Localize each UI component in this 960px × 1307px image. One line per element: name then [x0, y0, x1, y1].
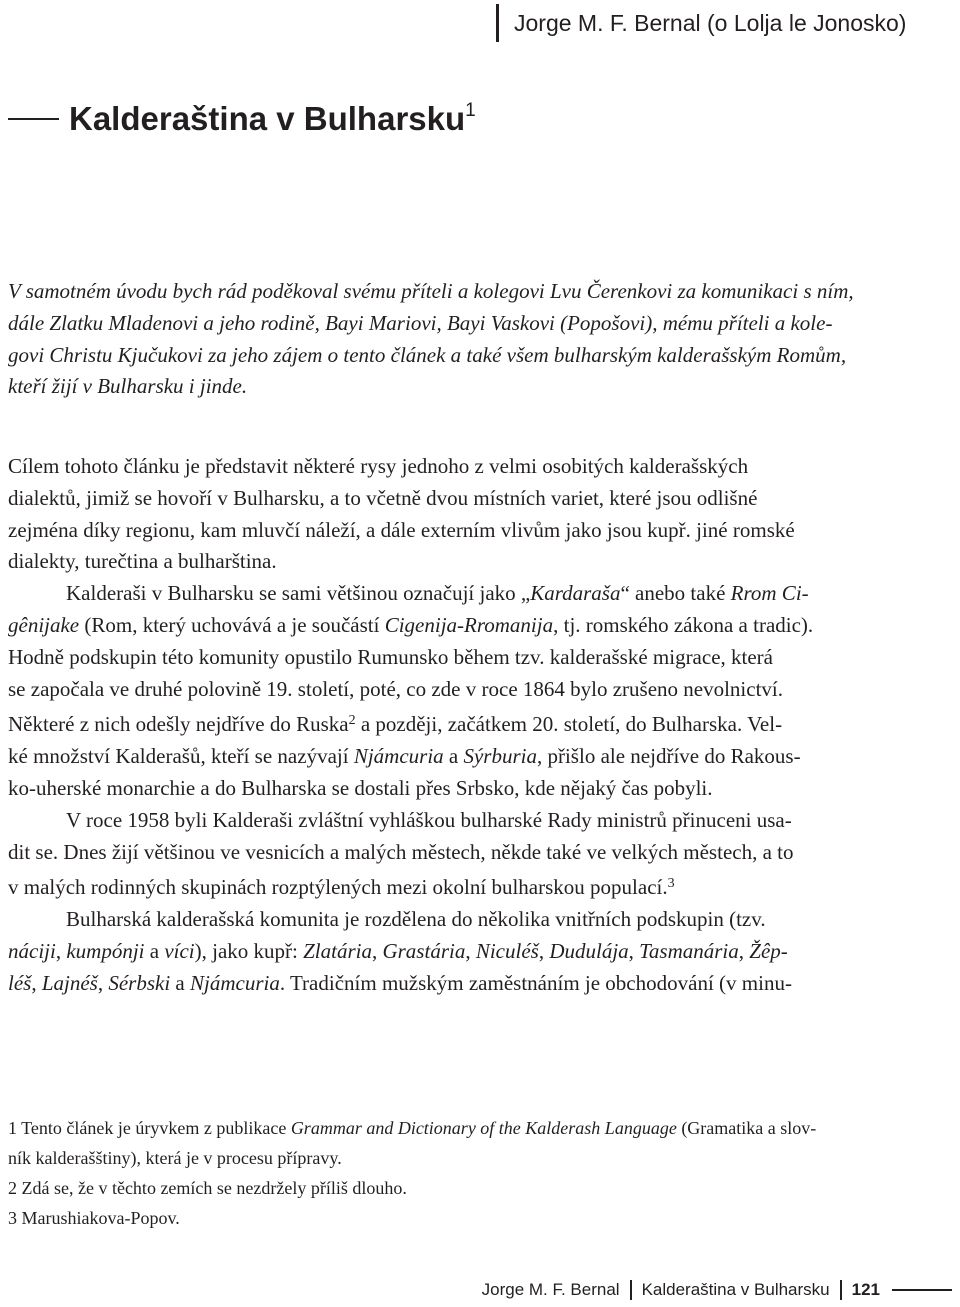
- body-line: Hodně podskupin této komunity opustilo Rumunsko během tzv. kalderašské migrace, která: [8, 644, 773, 669]
- title-footnote-ref: 1: [465, 100, 476, 121]
- footnote-1: 1 Tento článek je úryvkem z publikace Grammar and Dictionary of the Kalderash Language (Gramatika a slov-: [8, 1118, 817, 1138]
- acknowledgement: [8, 276, 956, 403]
- footnote-1-cont: ník kalderašštiny), která je v procesu přípravy.: [8, 1148, 342, 1168]
- page-number: 121: [851, 1280, 880, 1299]
- body-line: Cílem tohoto článku je představit některé rysy jednoho z velmi osobitých kalderašských: [8, 454, 749, 478]
- ack-line: dále Zlatku Mladenovi a jeho rodině, Bayi Mariovi, Bayi Vaskovi (Popošovi), mému příteli a kole-: [8, 310, 833, 335]
- body-line: ké množství Kalderašů, kteří se nazývají Njámcuria a Sýrburia, přišlo ale nejdříve do Rakous-: [8, 744, 801, 769]
- body-line: ko-uherské monarchie a do Bulharska se dostali přes Srbsko, kde nějaký čas pobyli.: [8, 775, 713, 800]
- ack-line: V samotném úvodu bych rád poděkoval svému příteli a kolegovi Lvu Čerenkovi za komunikaci s ním,: [8, 279, 854, 303]
- body-line: dialekty, turečtina a bulharština.: [8, 549, 277, 574]
- body-line: gênijake (Rom, který uchovává a je součástí Cigenija-Rromanija, tj. romského zákona a tradic).: [8, 612, 814, 637]
- body-line: náciji, kumpónji a víci), jako kupř: Zlatária, Grastária, Niculéš, Dudulája, Tasmanária, Žêp-: [8, 938, 788, 963]
- ack-line: govi Christu Kjučukovi za jeho zájem o tento článek a také všem bulharským kalderašským Romům,: [8, 342, 847, 367]
- body-line: v malých rodinných skupinách rozptýlených mezi okolní bulharskou populací.$^3$: [8, 875, 675, 900]
- ack-line: kteří žijí v Bulharsku i jinde.: [8, 374, 248, 399]
- footer-author: Jorge M. F. Bernal: [481, 1280, 620, 1299]
- footnote-2: 2 Zdá se, že v těchto zemích se nezdržely příliš dlouho.: [8, 1178, 407, 1198]
- body-line: léš, Lajnéš, Sérbski a Njámcuria. Tradičním mužským zaměstnáním je obchodování (v minu-: [8, 970, 792, 995]
- page-footer: [482, 1280, 952, 1300]
- running-head: Jorge M. F. Bernal (o Lolja le Jonosko): [496, 4, 906, 42]
- title-label: Kalderaština v Bulharsku: [69, 100, 466, 137]
- footer-separator: [630, 1280, 632, 1300]
- body-line: dit se. Dnes žijí většinou ve vesnicích a malých městech, někde také ve velkých městech, a to: [8, 839, 794, 864]
- article-title: [8, 100, 476, 138]
- footnotes: [8, 1113, 956, 1233]
- body-line: Bulharská kalderašská komunita je rozdělena do několika vnitřních podskupin (tzv.: [66, 907, 766, 932]
- footnote-ref-3: 3: [667, 876, 675, 892]
- body-line: V roce 1958 byli Kalderaši zvláštní vyhláškou bulharské Rady ministrů přinuceni usa-: [66, 807, 792, 832]
- footer-title: Kalderaština v Bulharsku: [641, 1280, 830, 1299]
- footnote-3: 3 Marushiakova-Popov.: [8, 1208, 180, 1228]
- body-line: se započala ve druhé polovině 19. století, poté, co zde v roce 1864 bylo zrušeno nevolnictví.: [8, 676, 784, 701]
- title-rule: [8, 118, 59, 120]
- footer-separator: [840, 1280, 842, 1300]
- footer-rule: [892, 1289, 952, 1291]
- body-line: Některé z nich odešly nejdříve do Ruska$^2$ a později, začátkem 20. století, do Bulharska. Vel-: [8, 712, 783, 737]
- body-line: Kalderaši v Bulharsku se sami většinou označují jako „Kardaraša“ anebo také Rrom Ci-: [66, 581, 809, 606]
- body-line: dialektů, jimiž se hovoří v Bulharsku, a to včetně dvou místních variet, které jsou odlišné: [8, 485, 758, 510]
- body-text: [8, 451, 956, 1000]
- body-line: zejména díky regionu, kam mluvčí náleží, a dále externím vlivům jako jsou kupř. jiné romské: [8, 517, 795, 542]
- footnote-ref-2: 2: [348, 713, 356, 729]
- title-text: [69, 100, 476, 138]
